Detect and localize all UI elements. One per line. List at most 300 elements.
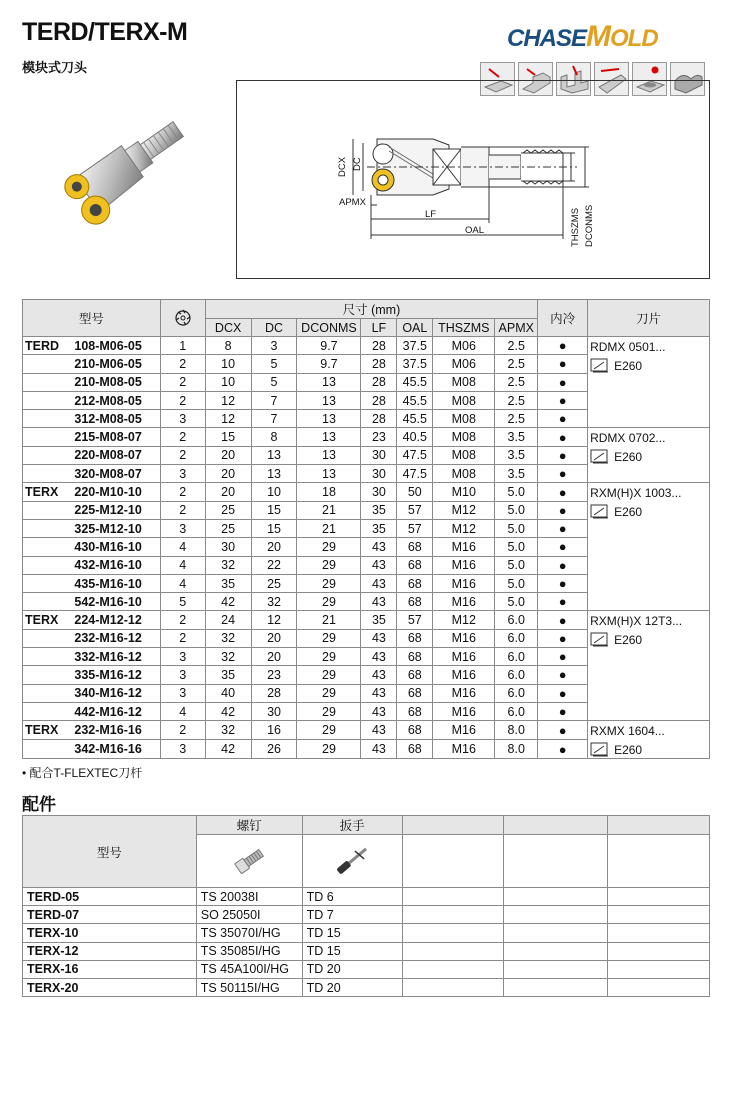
cell-lf: 35 — [361, 611, 397, 629]
cell-lf: 28 — [361, 373, 397, 391]
cell-lf: 30 — [361, 465, 397, 483]
magnifier-icon — [590, 742, 610, 758]
cell-lf: 43 — [361, 574, 397, 592]
cell-thszms: M16 — [433, 721, 495, 740]
acc-cell-empty — [402, 942, 504, 960]
header-oal: OAL — [397, 319, 433, 337]
dim-label-dc: DC — [352, 157, 363, 171]
cell-lf: 43 — [361, 740, 397, 759]
cell-z: 2 — [160, 391, 205, 409]
cell-thszms: M08 — [433, 373, 495, 391]
cell-thszms: M10 — [433, 483, 495, 501]
cell-thszms: M06 — [433, 355, 495, 373]
cell-dcx: 8 — [205, 337, 251, 355]
insert-code: RXM(H)X 12T3... — [590, 614, 683, 629]
header-dcx: DCX — [205, 319, 251, 337]
cell-dconms: 29 — [297, 666, 361, 684]
cell-dc: 25 — [251, 574, 297, 592]
cell-z: 4 — [160, 556, 205, 574]
insert-cell — [588, 337, 710, 428]
cell-dcx: 12 — [205, 410, 251, 428]
magnifier-icon — [590, 632, 610, 648]
model-cell — [23, 373, 161, 391]
model-code: 232-M16-12 — [74, 631, 142, 646]
coolant-indicator: ● — [538, 483, 588, 501]
header-lf: LF — [361, 319, 397, 337]
cell-lf: 43 — [361, 702, 397, 720]
model-code: 220-M08-07 — [74, 448, 142, 463]
cell-lf: 43 — [361, 538, 397, 556]
coolant-indicator: ● — [538, 666, 588, 684]
coolant-indicator: ● — [538, 373, 588, 391]
cell-dconms: 9.7 — [297, 337, 361, 355]
acc-cell-wrench: TD 20 — [302, 960, 402, 978]
model-cell — [23, 702, 161, 720]
acc-cell-model: TERD-07 — [23, 906, 197, 924]
cell-thszms: M08 — [433, 410, 495, 428]
acc-cell-empty — [608, 924, 710, 942]
cell-z: 3 — [160, 684, 205, 702]
model-prefix: TERD — [25, 338, 60, 353]
acc-header-empty — [608, 816, 710, 835]
cell-lf: 30 — [361, 446, 397, 464]
coolant-indicator: ● — [538, 337, 588, 355]
cell-thszms: M12 — [433, 611, 495, 629]
page-title: TERD/TERX-M — [22, 18, 188, 46]
cell-oal: 37.5 — [397, 355, 433, 373]
cell-z: 3 — [160, 519, 205, 537]
model-cell — [23, 593, 161, 611]
cell-oal: 45.5 — [397, 410, 433, 428]
header-dimensions: 尺寸 (mm) — [205, 300, 538, 319]
cell-thszms: M16 — [433, 666, 495, 684]
header-model: 型号 — [23, 300, 161, 337]
cell-z: 1 — [160, 337, 205, 355]
cell-apmx: 2.5 — [495, 391, 538, 409]
cell-thszms: M16 — [433, 740, 495, 759]
cell-apmx: 3.5 — [495, 446, 538, 464]
coolant-indicator: ● — [538, 740, 588, 759]
acc-cell-screw: TS 45A100I/HG — [196, 960, 302, 978]
cell-z: 3 — [160, 740, 205, 759]
grade-row — [590, 504, 709, 520]
grade-label: E260 — [614, 505, 643, 520]
cell-thszms: M12 — [433, 519, 495, 537]
cell-dc: 15 — [251, 501, 297, 519]
cell-dc: 15 — [251, 519, 297, 537]
grade-row — [590, 449, 709, 465]
cell-dcx: 20 — [205, 446, 251, 464]
model-code: 220-M10-10 — [74, 485, 142, 500]
cell-dcx: 35 — [205, 574, 251, 592]
cell-thszms: M16 — [433, 702, 495, 720]
model-code: 320-M08-07 — [74, 466, 142, 481]
accessory-row — [23, 978, 710, 996]
cell-lf: 43 — [361, 629, 397, 647]
cell-dc: 28 — [251, 684, 297, 702]
cell-oal: 57 — [397, 501, 433, 519]
cell-dc: 7 — [251, 391, 297, 409]
model-cell — [23, 465, 161, 483]
acc-cell-empty — [504, 978, 608, 996]
cell-thszms: M08 — [433, 428, 495, 446]
cell-apmx: 8.0 — [495, 740, 538, 759]
cell-dcx: 20 — [205, 483, 251, 501]
cell-z: 2 — [160, 611, 205, 629]
dim-label-dconms: DCONMS — [584, 204, 595, 247]
insert-cell — [588, 611, 710, 721]
cell-apmx: 8.0 — [495, 721, 538, 740]
coolant-indicator: ● — [538, 556, 588, 574]
cell-oal: 68 — [397, 593, 433, 611]
acc-cell-wrench: TD 20 — [302, 978, 402, 996]
accessory-row — [23, 888, 710, 906]
cell-dc: 8 — [251, 428, 297, 446]
cell-dc: 20 — [251, 538, 297, 556]
acc-header-screw: 螺钉 — [196, 816, 302, 835]
model-cell — [23, 574, 161, 592]
cell-dcx: 10 — [205, 355, 251, 373]
cell-dconms: 29 — [297, 629, 361, 647]
cell-dc: 22 — [251, 556, 297, 574]
grade-label: E260 — [614, 633, 643, 648]
coolant-indicator: ● — [538, 648, 588, 666]
cell-oal: 45.5 — [397, 391, 433, 409]
cell-oal: 68 — [397, 629, 433, 647]
cell-dconms: 29 — [297, 538, 361, 556]
cell-apmx: 5.0 — [495, 501, 538, 519]
magnifier-icon — [590, 504, 610, 520]
cell-apmx: 5.0 — [495, 593, 538, 611]
cell-dconms: 13 — [297, 373, 361, 391]
cell-z: 3 — [160, 648, 205, 666]
cell-oal: 68 — [397, 648, 433, 666]
cell-thszms: M12 — [433, 501, 495, 519]
acc-cell-model: TERX-20 — [23, 978, 197, 996]
coolant-indicator: ● — [538, 684, 588, 702]
cell-thszms: M16 — [433, 648, 495, 666]
cell-apmx: 2.5 — [495, 373, 538, 391]
cell-lf: 35 — [361, 501, 397, 519]
header-thszms: THSZMS — [433, 319, 495, 337]
acc-cell-empty — [504, 942, 608, 960]
acc-cell-empty — [608, 960, 710, 978]
cell-dc: 20 — [251, 648, 297, 666]
cell-thszms: M08 — [433, 391, 495, 409]
model-code: 542-M16-10 — [74, 594, 142, 609]
cell-apmx: 6.0 — [495, 684, 538, 702]
cell-dc: 10 — [251, 483, 297, 501]
cell-z: 3 — [160, 465, 205, 483]
cell-dcx: 32 — [205, 556, 251, 574]
cell-lf: 28 — [361, 355, 397, 373]
coolant-indicator: ● — [538, 501, 588, 519]
cell-dc: 30 — [251, 702, 297, 720]
cell-dconms: 29 — [297, 721, 361, 740]
coolant-indicator: ● — [538, 355, 588, 373]
technical-drawing — [237, 81, 709, 278]
cell-oal: 57 — [397, 519, 433, 537]
model-cell — [23, 629, 161, 647]
table-row — [23, 337, 710, 355]
cell-thszms: M08 — [433, 465, 495, 483]
cell-thszms: M16 — [433, 538, 495, 556]
model-cell — [23, 483, 161, 501]
cell-dconms: 29 — [297, 684, 361, 702]
compatibility-note: • 配合T-FLEXTEC刀杆 — [22, 766, 143, 780]
cell-z: 4 — [160, 702, 205, 720]
model-prefix: TERX — [25, 613, 59, 628]
cell-dcx: 30 — [205, 538, 251, 556]
cell-apmx: 2.5 — [495, 355, 538, 373]
coolant-indicator: ● — [538, 428, 588, 446]
accessory-row — [23, 942, 710, 960]
cell-z: 4 — [160, 574, 205, 592]
cell-dconms: 13 — [297, 428, 361, 446]
cell-apmx: 2.5 — [495, 337, 538, 355]
model-cell — [23, 519, 161, 537]
cell-apmx: 5.0 — [495, 538, 538, 556]
insert-code: RDMX 0501... — [590, 340, 666, 354]
cell-oal: 68 — [397, 574, 433, 592]
cell-dc: 13 — [251, 446, 297, 464]
cell-z: 4 — [160, 538, 205, 556]
cell-oal: 68 — [397, 538, 433, 556]
acc-cell-screw: TS 50115I/HG — [196, 978, 302, 996]
cell-apmx: 5.0 — [495, 483, 538, 501]
model-cell — [23, 355, 161, 373]
cell-dconms: 29 — [297, 556, 361, 574]
cell-dconms: 29 — [297, 574, 361, 592]
model-cell — [23, 721, 161, 740]
cell-dconms: 13 — [297, 465, 361, 483]
accessory-row — [23, 924, 710, 942]
header-dconms: DCONMS — [297, 319, 361, 337]
cell-dcx: 32 — [205, 648, 251, 666]
cell-lf: 43 — [361, 684, 397, 702]
cell-oal: 68 — [397, 740, 433, 759]
acc-header-wrench: 扳手 — [302, 816, 402, 835]
dim-label-thszms: THSZMS — [570, 207, 581, 247]
grade-label: E260 — [614, 743, 643, 758]
cell-lf: 23 — [361, 428, 397, 446]
coolant-indicator: ● — [538, 538, 588, 556]
coolant-indicator: ● — [538, 519, 588, 537]
cell-z: 2 — [160, 373, 205, 391]
model-code: 232-M16-16 — [74, 723, 142, 738]
screw-icon — [229, 840, 269, 880]
cell-z: 2 — [160, 721, 205, 740]
accessories-table — [22, 815, 710, 997]
cell-dcx: 35 — [205, 666, 251, 684]
cell-apmx: 5.0 — [495, 574, 538, 592]
cell-oal: 45.5 — [397, 373, 433, 391]
grade-row — [590, 742, 709, 758]
model-cell — [23, 428, 161, 446]
model-code: 342-M16-16 — [74, 742, 142, 757]
insert-code: RXM(H)X 1003... — [590, 486, 682, 501]
cell-z: 3 — [160, 410, 205, 428]
model-cell — [23, 556, 161, 574]
cell-apmx: 6.0 — [495, 629, 538, 647]
acc-cell-empty — [504, 960, 608, 978]
model-cell — [23, 391, 161, 409]
cell-oal: 40.5 — [397, 428, 433, 446]
cell-thszms: M16 — [433, 629, 495, 647]
acc-cell-empty — [608, 888, 710, 906]
grade-row — [590, 358, 709, 374]
cell-lf: 28 — [361, 337, 397, 355]
insert-cell — [588, 428, 710, 483]
cell-z: 2 — [160, 428, 205, 446]
model-code: 435-M16-10 — [74, 576, 142, 591]
table-row — [23, 721, 710, 740]
model-code: 325-M12-10 — [74, 521, 142, 536]
accessories-title: 配件 — [22, 795, 56, 814]
cell-oal: 47.5 — [397, 446, 433, 464]
acc-cell-empty — [402, 924, 504, 942]
model-prefix: TERX — [25, 723, 59, 738]
cell-z: 2 — [160, 446, 205, 464]
acc-cell-screw: TS 20038I — [196, 888, 302, 906]
insert-cell — [588, 483, 710, 611]
cell-dc: 13 — [251, 465, 297, 483]
cell-lf: 35 — [361, 519, 397, 537]
cell-dcx: 32 — [205, 629, 251, 647]
model-cell — [23, 446, 161, 464]
cell-oal: 47.5 — [397, 465, 433, 483]
cell-z: 2 — [160, 483, 205, 501]
acc-header-empty — [504, 816, 608, 835]
cell-apmx: 5.0 — [495, 556, 538, 574]
cell-oal: 68 — [397, 702, 433, 720]
cell-dconms: 9.7 — [297, 355, 361, 373]
header-flutes — [160, 300, 205, 337]
acc-cell-empty — [402, 888, 504, 906]
cell-dc: 5 — [251, 355, 297, 373]
cell-dcx: 12 — [205, 391, 251, 409]
model-code: 215-M08-07 — [74, 430, 142, 445]
acc-cell-empty — [402, 906, 504, 924]
wrench-image-cell — [302, 835, 402, 888]
cell-dc: 26 — [251, 740, 297, 759]
header-insert: 刀片 — [588, 300, 710, 337]
acc-cell-screw: TS 35070I/HG — [196, 924, 302, 942]
model-code: 210-M06-05 — [74, 356, 142, 371]
model-code: 332-M16-12 — [74, 649, 142, 664]
acc-cell-empty — [504, 924, 608, 942]
cell-apmx: 5.0 — [495, 519, 538, 537]
acc-header-model: 型号 — [23, 816, 197, 888]
cell-lf: 43 — [361, 593, 397, 611]
acc-cell-empty — [504, 906, 608, 924]
flutes-icon — [173, 308, 193, 328]
grade-label: E260 — [614, 450, 643, 465]
acc-cell-screw: SO 25050I — [196, 906, 302, 924]
model-code: 442-M16-12 — [74, 704, 142, 719]
acc-cell-empty — [608, 978, 710, 996]
cell-oal: 68 — [397, 721, 433, 740]
acc-cell-wrench: TD 15 — [302, 924, 402, 942]
model-code: 312-M08-05 — [74, 411, 142, 426]
magnifier-icon — [590, 449, 610, 465]
cell-oal: 57 — [397, 611, 433, 629]
cell-dc: 3 — [251, 337, 297, 355]
acc-cell-wrench: TD 6 — [302, 888, 402, 906]
cell-dc: 16 — [251, 721, 297, 740]
cell-thszms: M08 — [433, 446, 495, 464]
grade-label: E260 — [614, 359, 643, 373]
acc-cell-model: TERX-10 — [23, 924, 197, 942]
model-code: 432-M16-10 — [74, 558, 142, 573]
acc-cell-empty — [608, 942, 710, 960]
model-cell — [23, 666, 161, 684]
model-prefix: TERX — [25, 485, 59, 500]
cell-dcx: 24 — [205, 611, 251, 629]
coolant-indicator: ● — [538, 446, 588, 464]
dim-label-dcx: DCX — [337, 156, 348, 177]
cell-lf: 43 — [361, 666, 397, 684]
model-cell — [23, 538, 161, 556]
model-cell — [23, 501, 161, 519]
cell-dc: 12 — [251, 611, 297, 629]
model-cell — [23, 611, 161, 629]
insert-code: RDMX 0702... — [590, 431, 666, 446]
cell-dconms: 21 — [297, 611, 361, 629]
cell-z: 2 — [160, 629, 205, 647]
grade-row — [590, 632, 709, 648]
dim-label-oal: OAL — [465, 225, 485, 236]
model-code: 108-M06-05 — [74, 338, 142, 353]
model-cell — [23, 337, 161, 355]
cell-z: 2 — [160, 501, 205, 519]
cell-dcx: 32 — [205, 721, 251, 740]
header-dc: DC — [251, 319, 297, 337]
coolant-indicator: ● — [538, 702, 588, 720]
header-coolant: 内冷 — [538, 300, 588, 337]
cell-thszms: M16 — [433, 684, 495, 702]
cell-lf: 28 — [361, 391, 397, 409]
brand-logo: CHASEMOLD — [507, 20, 658, 53]
cell-z: 2 — [160, 355, 205, 373]
cell-dcx: 10 — [205, 373, 251, 391]
cell-dconms: 13 — [297, 410, 361, 428]
acc-cell-screw: TS 35085I/HG — [196, 942, 302, 960]
cell-dconms: 29 — [297, 593, 361, 611]
coolant-indicator: ● — [538, 410, 588, 428]
screw-image-cell — [196, 835, 302, 888]
coolant-indicator: ● — [538, 721, 588, 740]
dim-label-lf: LF — [425, 209, 437, 220]
cell-dc: 23 — [251, 666, 297, 684]
cell-dcx: 25 — [205, 519, 251, 537]
cell-apmx: 2.5 — [495, 410, 538, 428]
cell-dconms: 18 — [297, 483, 361, 501]
wrench-icon — [332, 840, 372, 880]
model-code: 224-M12-12 — [74, 613, 142, 628]
cell-thszms: M16 — [433, 593, 495, 611]
cell-oal: 37.5 — [397, 337, 433, 355]
cell-apmx: 6.0 — [495, 702, 538, 720]
accessory-row — [23, 960, 710, 978]
coolant-indicator: ● — [538, 611, 588, 629]
acc-cell-model: TERX-12 — [23, 942, 197, 960]
cell-lf: 43 — [361, 648, 397, 666]
insert-code: RXMX 1604... — [590, 724, 665, 739]
model-code: 340-M16-12 — [74, 686, 142, 701]
table-row — [23, 483, 710, 501]
coolant-indicator: ● — [538, 593, 588, 611]
